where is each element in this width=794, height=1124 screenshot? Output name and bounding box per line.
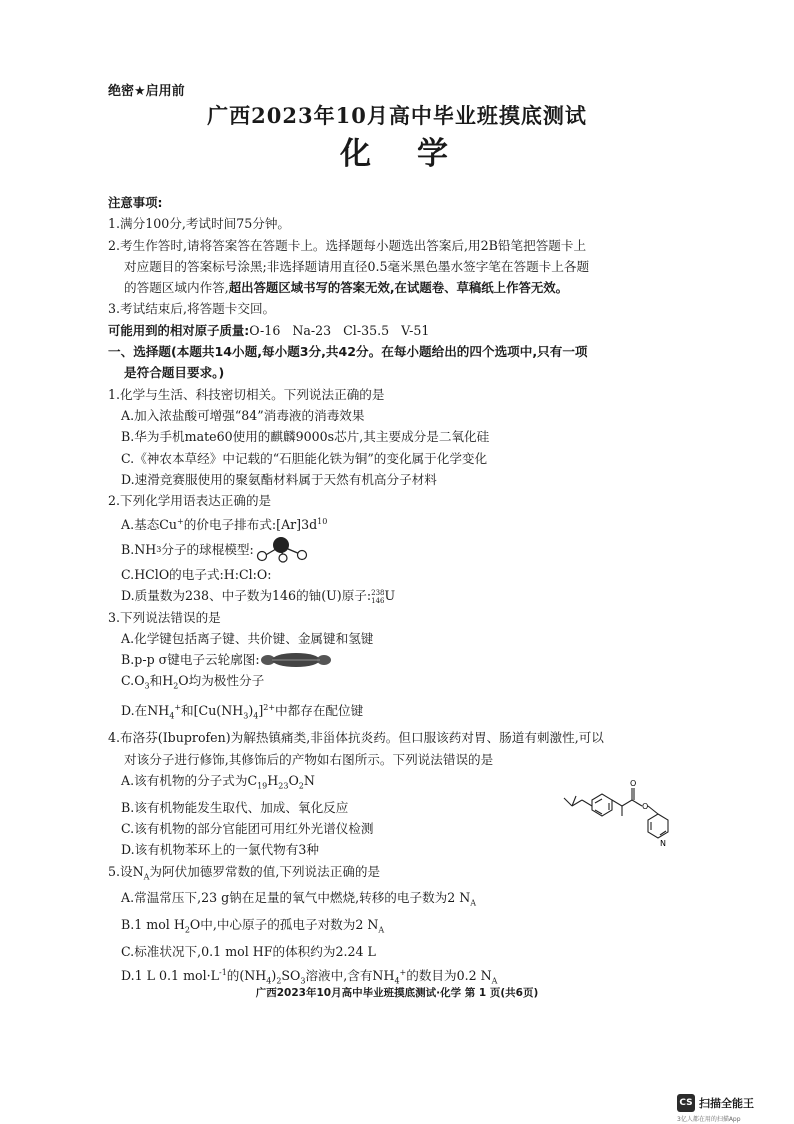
q4-a-s1: 19 [257,781,268,791]
atomic-mass-label: 可能用到的相对原子质量: [108,322,250,338]
q4-option-d: D.该有机物苯环上的一氯代物有3种 [121,842,319,858]
q5-d-sub3: 3 [300,976,306,986]
exam-body [108,192,698,992]
notice-item-2a: 2.考生作答时,请将答案答在答题卡上。选择题每小题选出答案后,用2B铅笔把答题卡上 [108,237,587,253]
q4-a-mid: H [267,772,279,788]
q5-stem-sub: A [143,872,150,882]
q4-a-post: N [303,772,315,788]
q2-option-a [108,511,698,535]
q5-d-pre: D.1 L 0.1 mol·L [121,968,219,984]
q4-a-mid2: O [288,772,299,788]
q2-option-b [108,536,698,564]
q1-option-b: B.华为手机mate60使用的麒麟9000s芯片,其主要成分是二氧化硅 [121,429,490,445]
q5-d-mid: 的(NH [226,968,267,984]
q3-d-post: 中都存在配位键 [275,703,364,719]
q5-b-sub: 2 [184,925,190,935]
q4-stem-2: 对该分子进行修饰,其修饰后的产物如右图所示。下列说法错误的是 [124,751,494,767]
q2-b-sub: 3 [156,545,162,555]
q2-b-post: 分子的球棍模型: [161,542,254,558]
q3-d-sub: 4 [169,711,175,721]
q3-d-sup2: 2+ [263,703,276,713]
q3-c-sub2: 2 [173,681,179,691]
q2-d-pre: D.质量数为238、中子数为146的铀(U)原子: [121,588,372,604]
exam-title: 广西2023年10月高中毕业班摸底测试 [207,103,587,128]
q3-option-c [108,670,698,697]
q4-option-b: B.该有机物能发生取代、加成、氧化反应 [121,799,349,815]
q5-d-sub2: 2 [276,976,282,986]
q2-b-pre: B.NH [121,542,157,558]
q5-b-post: O中,中心原子的孤电子对数为2 N [189,917,379,933]
q5-option-a [108,887,698,914]
q5-stem-pre: 5.设N [108,863,144,879]
q3-d-sub2: 3 [243,711,249,721]
q5-d-sub: 4 [266,976,272,986]
q5-a-sub: A [470,898,477,908]
q3-c-sub: 3 [144,681,150,691]
secret-label: 绝密★启用前 [108,84,185,99]
q3-d-pre: D.在NH [121,703,170,719]
q5-d-sup: -1 [218,968,227,978]
q2-a-post: 的价电子排布式:[Ar]3d [183,517,318,533]
q3-d-mid: 和[Cu(NH [181,703,244,719]
q3-option-a: A.化学键包括离子键、共价键、金属键和氢键 [121,630,374,646]
q2-c-formula: H:Cl:O: [223,566,272,582]
q5-d-mid2: ) [271,968,277,984]
q3-c-mid: 和H [149,673,174,689]
q2-c-pre: C.HClO的电子式: [121,566,224,582]
notice-item-2c-bold: 超出答题区域书写的答案无效,在试题卷、草稿纸上作答无效。 [228,280,569,296]
q4-option-c: C.该有机物的部分官能团可用红外光谱仪检测 [121,820,374,836]
q2-d-mass: 238 [371,588,385,597]
q1-option-a: A.加入浓盐酸可增强“84”消毒液的消毒效果 [121,407,365,423]
q2-option-d [108,585,698,606]
q5-d-post: 的数目为0.2 N [406,968,492,984]
q5-b-sub2: A [378,925,385,935]
page-footer: 广西2023年10月高中毕业班摸底测试·化学 第 1 页(共6页) [255,987,539,999]
q1-stem: 1.化学与生活、科技密切相关。下列说法正确的是 [108,386,385,402]
q3-d-mid3: ] [258,703,264,719]
q1-option-c: C.《神农本草经》中记载的“石胆能化铁为铜”的变化属于化学变化 [121,450,488,466]
camscanner-logo [677,1094,754,1112]
mol-n-label: N [660,839,666,848]
camscanner-name: 扫描全能王 [699,1097,754,1110]
q3-d-sub3: 4 [253,711,259,721]
q3-d-mid2: ) [248,703,254,719]
notice-item-3: 3.考试结束后,将答题卡交回。 [108,301,276,317]
mol-o1-label: O [630,779,637,788]
q2-d-nuclide [371,589,384,605]
sigma-bond-icon [260,652,332,668]
ibuprofen-derivative-structure-icon [560,776,710,866]
q5-d-mid3: SO [281,968,301,984]
notice-item-2b: 对应题目的答案标号涂黑;非选择题请用直径0.5毫米黑色墨水签字笔在答题卡上各题 [124,258,590,274]
q5-d-sub4: 4 [394,976,400,986]
q5-option-b [108,914,698,941]
q2-a-sup2: 10 [317,517,328,527]
q5-d-sup2: + [399,968,407,978]
mol-o2-label: O [642,802,649,811]
atomic-mass [108,320,698,341]
cs-badge-icon: CS [677,1094,695,1112]
q5-stem-post: 为阿伏加德罗常数的值,下列说法正确的是 [149,863,381,879]
camscanner-tagline: 3亿人都在用的扫描App [677,1116,741,1123]
q5-d-mid4: 溶液中,含有NH [305,968,395,984]
q4-a-s2: 23 [278,781,289,791]
notice-item-1: 1.满分100分,考试时间75分钟。 [108,216,291,232]
subject-title: 化学 [340,136,494,172]
q4-stem-1: 4.布洛芬(Ibuprofen)为解热镇痛类,非甾体抗炎药。但口服该药对胃、肠道有刺激性,可以 [108,730,604,746]
q2-stem: 2.下列化学用语表达正确的是 [108,493,272,509]
notice-item-2c-plain: 的答题区域内作答, [124,280,229,296]
q5-a-pre: A.常温常压下,23 g钠在足量的氧气中燃烧,转移的电子数为2 N [121,890,471,906]
q3-c-post: O均为极性分子 [178,673,265,689]
notice-item-2c [108,277,698,298]
section1-line1: 一、选择题(本题共14小题,每小题3分,共42分。在每小题给出的四个选项中,只有一项 [108,344,588,360]
nh3-ball-stick-icon [254,536,316,564]
q4-a-pre: A.该有机物的分子式为C [121,772,258,788]
q2-d-z: 146 [371,596,385,605]
q3-d-sup: + [174,703,182,713]
q2-a-sup: + [177,517,184,527]
q3-c-pre: C.O [121,673,145,689]
q3-stem: 3.下列说法错误的是 [108,609,221,625]
q5-d-sub5: A [491,976,498,986]
q2-a-pre: A.基态Cu [121,517,178,533]
q4-a-s3: 2 [298,781,304,791]
q5-option-c: C.标准状况下,0.1 mol HF的体积约为2.24 L [121,943,376,959]
notice-heading: 注意事项: [108,195,163,210]
q5-b-pre: B.1 mol H [121,917,185,933]
atomic-mass-values: O-16 Na-23 Cl-35.5 V-51 [249,322,430,338]
q3-b-text: B.p-p σ键电子云轮廓图: [121,652,260,668]
q2-d-sym: U [384,588,396,604]
q3-option-b [108,649,698,670]
q3-option-d [108,697,698,727]
q1-option-d: D.速滑竞赛服使用的聚氨酯材料属于天然有机高分子材料 [121,471,437,487]
section1-line2: 是符合题目要求。) [124,365,225,381]
q2-option-c [108,564,698,585]
